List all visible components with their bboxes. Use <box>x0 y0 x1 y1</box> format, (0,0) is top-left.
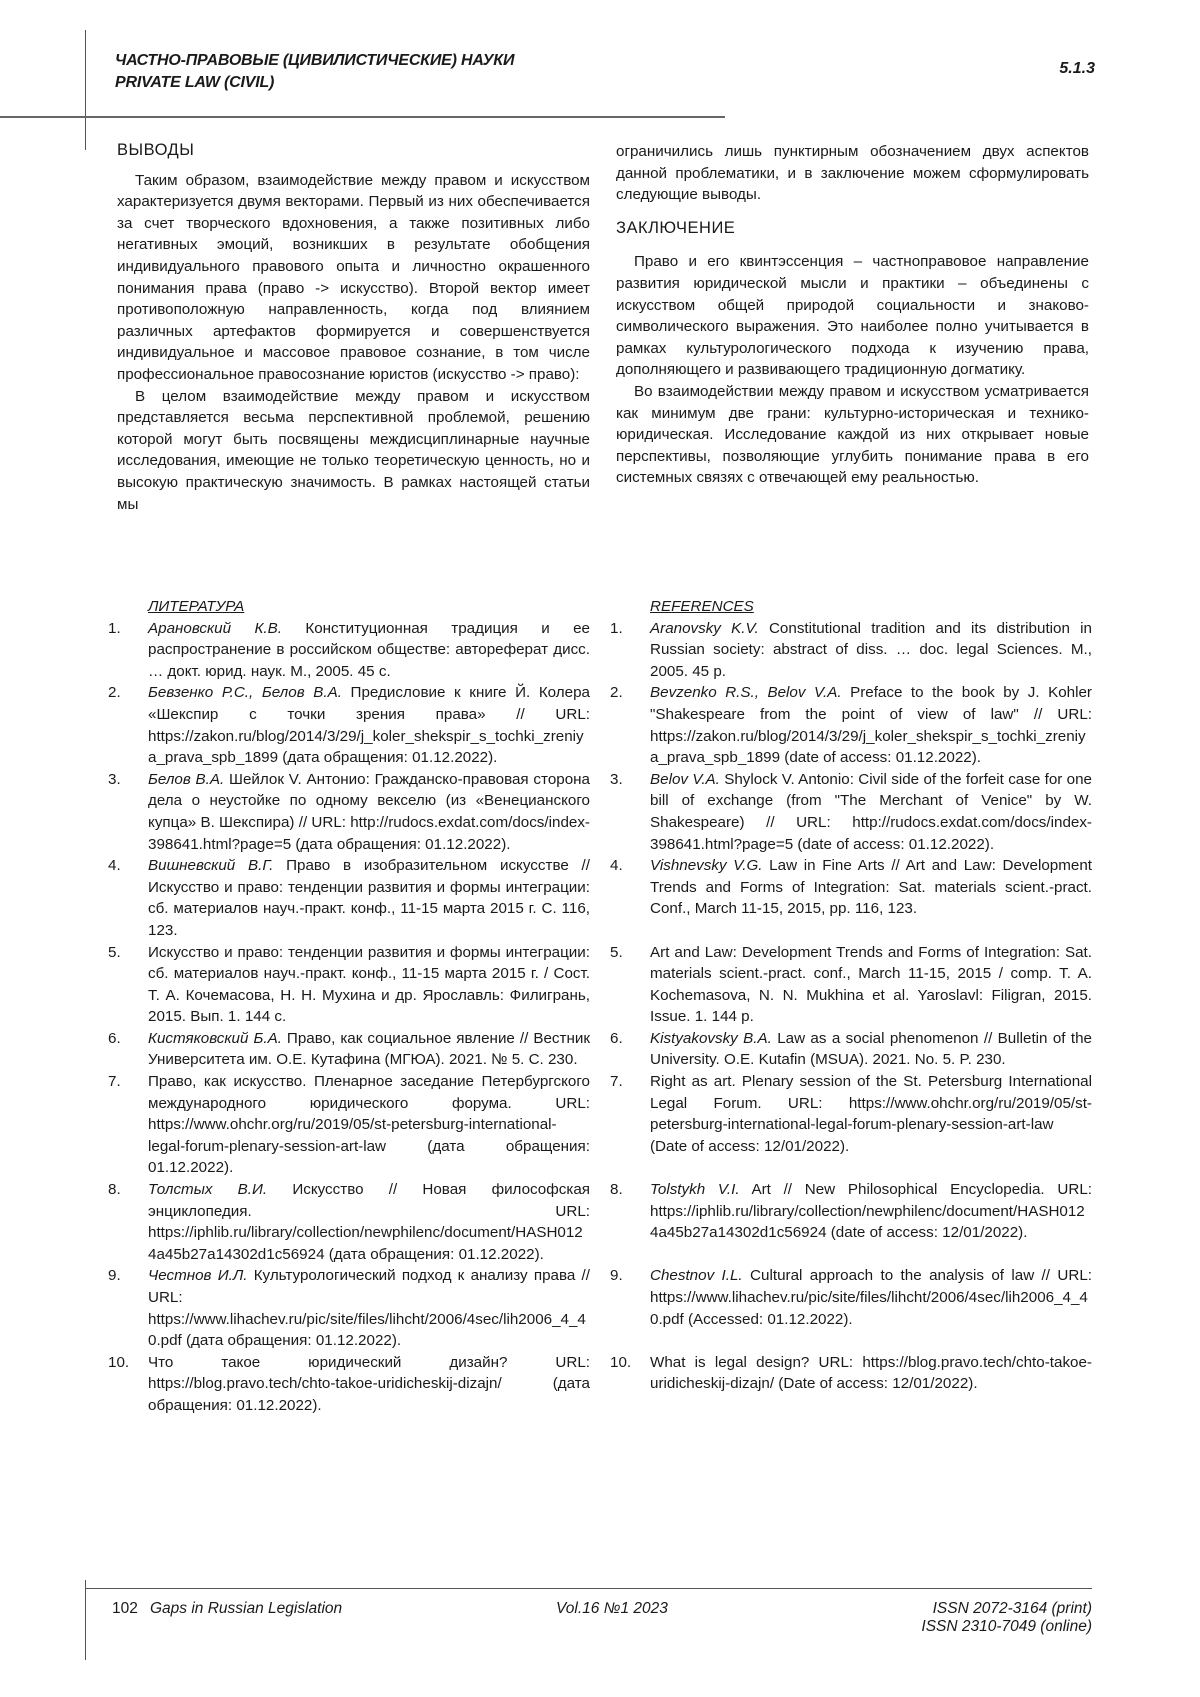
header-horizontal-rule <box>0 116 725 118</box>
item-number: 8. <box>108 1179 148 1265</box>
section-code: 5.1.3 <box>1059 60 1095 78</box>
item-body: Право, как искусство. Пленарное заседание Петербургского международного юридического форума. URL: https://www.ohchr.org/ru/2019/05/st-petersburg-international-legal-forum-plenary-session-art-law (дата обращения: 01.12.2022). <box>148 1073 590 1176</box>
reference-item <box>610 682 1092 768</box>
summary-heading: ЗАКЛЮЧЕНИЕ <box>616 218 1089 240</box>
footer-rule <box>85 1588 1092 1589</box>
paragraph: ограничились лишь пунктирным обозначением двух аспектов данной проблематики, и в заключение можем сформулировать следующие выводы. <box>616 141 1089 206</box>
reference-item <box>610 1352 1092 1417</box>
issn-online: ISSN 2310-7049 (online) <box>921 1618 1092 1636</box>
item-number: 9. <box>108 1265 148 1351</box>
item-author: Вишневский В.Г. <box>148 857 273 874</box>
item-text <box>650 769 1092 855</box>
item-number: 5. <box>108 942 148 1028</box>
reference-item <box>610 769 1092 855</box>
item-text <box>650 942 1092 1028</box>
section-title-en: PRIVATE LAW (CIVIL) <box>115 72 514 94</box>
item-number: 9. <box>610 1265 650 1351</box>
item-number: 3. <box>108 769 148 855</box>
item-author: Tolstykh V.I. <box>650 1181 740 1198</box>
item-text <box>148 682 590 768</box>
item-number: 8. <box>610 1179 650 1265</box>
item-number: 7. <box>610 1071 650 1179</box>
literature-heading: ЛИТЕРАТУРА <box>108 596 590 618</box>
issue-info: Vol.16 №1 2023 <box>556 1600 668 1618</box>
item-text <box>148 855 590 941</box>
item-body: Law as a social phenomenon // Bulletin of the University. O.E. Kutafin (MSUA). 2021. No. 5. P. 230. <box>650 1030 1092 1069</box>
item-body: Preface to the book by J. Kohler "Shakespeare from the point of view of law" // URL: https://zakon.ru/blog/2014/3/29/j_koler_shekspir_s_tochki_zreniya_prava_spb_1899 (date of access: 01.12.2022). <box>650 684 1092 766</box>
item-number: 6. <box>108 1028 148 1071</box>
reference-item <box>610 1265 1092 1351</box>
item-author: Кистяковский Б.А. <box>148 1030 282 1047</box>
section-title-ru: ЧАСТНО-ПРАВОВЫЕ (ЦИВИЛИСТИЧЕСКИЕ) НАУКИ <box>115 50 514 72</box>
item-text <box>650 1265 1092 1351</box>
literature-item <box>108 1028 590 1071</box>
reference-item <box>610 1071 1092 1179</box>
reference-item <box>610 855 1092 941</box>
item-number: 2. <box>108 682 148 768</box>
item-text <box>148 1352 590 1417</box>
item-body: Law in Fine Arts // Art and Law: Development Trends and Forms of Integration: Sat. materials scient.-pract. Conf., March 11-15, 2015, pp. 116, 123. <box>650 857 1092 917</box>
header-vertical-rule <box>85 30 86 150</box>
item-body: Культурологический подход к анализу права // URL: https://www.lihachev.ru/pic/site/files/lihcht/2006/4sec/lih2006_4_40.pdf (дата обращения: 01.12.2022). <box>148 1267 590 1349</box>
issn-print: ISSN 2072-3164 (print) <box>921 1600 1092 1618</box>
item-body: Искусство и право: тенденции развития и формы интеграции: сб. материалов науч.-практ. конф., 11-15 марта 2015 г. / Сост. Т. А. Кочемасова, Н. Н. Мухина и др. Ярославль: Филигрань, 2015. Вып. 1. 144 с. <box>148 944 590 1026</box>
bibliography <box>108 596 1092 1417</box>
literature-item <box>108 1071 590 1179</box>
literature-item <box>108 855 590 941</box>
literature-item <box>108 682 590 768</box>
item-number: 5. <box>610 942 650 1028</box>
paragraph: Таким образом, взаимодействие между правом и искусством характеризуется двумя векторами. Первый из них обеспечивается за счет творческого вдохновения, а также позитивных либо негативных эмоций, возникших в результате обобщения индивидуального правового опыта и личностно окрашенного понимания права (право -> искусство). Второй вектор имеет противоположную направленность, когда под влиянием различных артефактов формируется и совершенствуется индивидуальное и массовое правовое сознание, в том числе профессиональное правосознание юристов (искусство -> право): <box>117 170 590 386</box>
item-number: 6. <box>610 1028 650 1071</box>
item-text <box>148 1265 590 1351</box>
item-body: Право в изобразительном искусстве // Искусство и право: тенденции развития и формы интеграции: сб. материалов науч.-практ. конф., 11-15 марта 2015 г. С. 116, 123. <box>148 857 590 939</box>
item-body: Предисловие к книге Й. Колера «Шекспир с точки зрения права» // URL: https://zakon.ru/blog/2014/3/29/j_koler_shekspir_s_tochki_zreniya_prava_spb_1899 (дата обращения: 01.12.2022). <box>148 684 590 766</box>
item-text <box>650 1352 1092 1417</box>
item-body: Cultural approach to the analysis of law // URL: https://www.lihachev.ru/pic/site/files/lihcht/2006/4sec/lih2006_4_40.pdf (Accessed: 01.12.2022). <box>650 1267 1092 1327</box>
right-column <box>616 141 1089 489</box>
reference-item <box>610 1028 1092 1071</box>
footer-vertical-rule <box>85 1580 86 1660</box>
item-body: Shylock V. Antonio: Civil side of the forfeit case for one bill of exchange (from "The Merchant of Venice" by W. Shakespeare) // URL: http://rudocs.exdat.com/docs/index-398641.html?page=5 (date of access: 01.12.2022). <box>650 771 1092 853</box>
left-column <box>117 140 590 515</box>
literature-item <box>108 1352 590 1417</box>
journal-page <box>0 0 1200 1697</box>
journal-name: Gaps in Russian Legislation <box>150 1600 342 1618</box>
item-body: Right as art. Plenary session of the St. Petersburg International Legal Forum. URL: https://www.ohchr.org/ru/2019/05/st-petersburg-international-legal-forum-plenary-session-art-law (Date of access: 12/01/2022). <box>650 1073 1092 1155</box>
reference-item <box>610 942 1092 1028</box>
item-author: Честнов И.Л. <box>148 1267 247 1284</box>
item-text <box>148 942 590 1028</box>
item-body: Конституционная традиция и ее распространение в российском обществе: автореферат дисс. … докт. юрид. наук. М., 2005. 45 с. <box>148 620 590 680</box>
item-number: 3. <box>610 769 650 855</box>
reference-item <box>610 1179 1092 1265</box>
item-number: 7. <box>108 1071 148 1179</box>
running-header <box>115 50 514 94</box>
item-text <box>148 1179 590 1265</box>
item-text <box>650 855 1092 941</box>
item-author: Арановский К.В. <box>148 620 282 637</box>
paragraph: Во взаимодействии между правом и искусством усматривается как минимум две грани: культурно-историческая и технико-юридическая. Исследование каждой из них открывает новые перспективы, позволяющие углубить понимание права в его системных связях с отвечающей ему реальностью. <box>616 381 1089 489</box>
item-body: What is legal design? URL: https://blog.pravo.tech/chto-takoe-uridicheskij-dizajn/ (Date of access: 12/01/2022). <box>650 1354 1092 1393</box>
item-body: Право, как социальное явление // Вестник Университета им. О.Е. Кутафина (МГЮА). 2021. № 5. С. 230. <box>148 1030 590 1069</box>
conclusions-heading: ВЫВОДЫ <box>117 140 590 162</box>
item-text <box>650 618 1092 683</box>
item-body: Art and Law: Development Trends and Forms of Integration: Sat. materials scient.-pract. conf., March 11-15, 2015 / comp. T. A. Kochemasova, N. N. Mukhina et al. Yaroslavl: Filigran, 2015. Issue. 1. 144 p. <box>650 944 1092 1026</box>
literature-item <box>108 1265 590 1351</box>
item-text <box>650 682 1092 768</box>
item-author: Aranovsky K.V. <box>650 620 759 637</box>
item-text <box>650 1028 1092 1071</box>
item-author: Толстых В.И. <box>148 1181 267 1198</box>
item-body: Art // New Philosophical Encyclopedia. URL: https://iphlib.ru/library/collection/newphilenc/document/HASH0124a45b27a14302d1c56924 (date of access: 12/01/2022). <box>650 1181 1092 1241</box>
item-text <box>148 1071 590 1179</box>
item-author: Chestnov I.L. <box>650 1267 743 1284</box>
literature-item <box>108 618 590 683</box>
literature-item <box>108 1179 590 1265</box>
item-body: Что такое юридический дизайн? URL: https://blog.pravo.tech/chto-takoe-uridicheskij-dizajn/ (дата обращения: 01.12.2022). <box>148 1354 590 1414</box>
item-body: Constitutional tradition and its distribution in Russian society: abstract of diss. … doc. legal Sciences. M., 2005. 45 p. <box>650 620 1092 680</box>
item-text <box>650 1179 1092 1265</box>
item-number: 4. <box>610 855 650 941</box>
item-author: Bevzenko R.S., Belov V.A. <box>650 684 842 701</box>
item-author: Kistyakovsky B.A. <box>650 1030 772 1047</box>
references-heading: REFERENCES <box>610 596 1092 618</box>
item-author: Vishnevsky V.G. <box>650 857 762 874</box>
item-number: 2. <box>610 682 650 768</box>
paragraph: В целом взаимодействие между правом и искусством представляется весьма перспективной проблемой, решению которой могут быть посвящены междисциплинарные научные исследования, имеющие не только теоретическую ценность, но и высокую практическую значимость. В рамках настоящей статьи мы <box>117 386 590 516</box>
item-number: 4. <box>108 855 148 941</box>
item-author: Belov V.A. <box>650 771 720 788</box>
paragraph: Право и его квинтэссенция – частноправовое направление развития юридической мысли и практики – объединены с искусством общей природой социальности и знаково-символического выражения. Это наиболее полно учитывается в рамках культурологического подхода к изучению права, дополняющего и развивающего традиционную догматику. <box>616 251 1089 381</box>
page-number: 102 <box>112 1600 138 1618</box>
item-number: 10. <box>108 1352 148 1417</box>
issn-block <box>921 1600 1092 1636</box>
item-text <box>148 618 590 683</box>
item-body: Шейлок V. Антонио: Гражданско-правовая сторона дела о неустойке по одному векселю (из «Венецианского купца» В. Шекспира) // URL: http://rudocs.exdat.com/docs/index-398641.html?page=5 (дата обращения: 01.12.2022). <box>148 771 590 853</box>
item-body: Искусство // Новая философская энциклопедия. URL: https://iphlib.ru/library/collection/newphilenc/document/HASH0124a45b27a14302d1c56924 (дата обращения: 01.12.2022). <box>148 1181 590 1263</box>
item-author: Бевзенко Р.С., Белов В.А. <box>148 684 342 701</box>
item-text <box>148 769 590 855</box>
item-number: 1. <box>610 618 650 683</box>
item-number: 10. <box>610 1352 650 1417</box>
item-text <box>650 1071 1092 1179</box>
literature-item <box>108 769 590 855</box>
item-text <box>148 1028 590 1071</box>
item-number: 1. <box>108 618 148 683</box>
item-author: Белов В.А. <box>148 771 224 788</box>
reference-item <box>610 618 1092 683</box>
literature-item <box>108 942 590 1028</box>
